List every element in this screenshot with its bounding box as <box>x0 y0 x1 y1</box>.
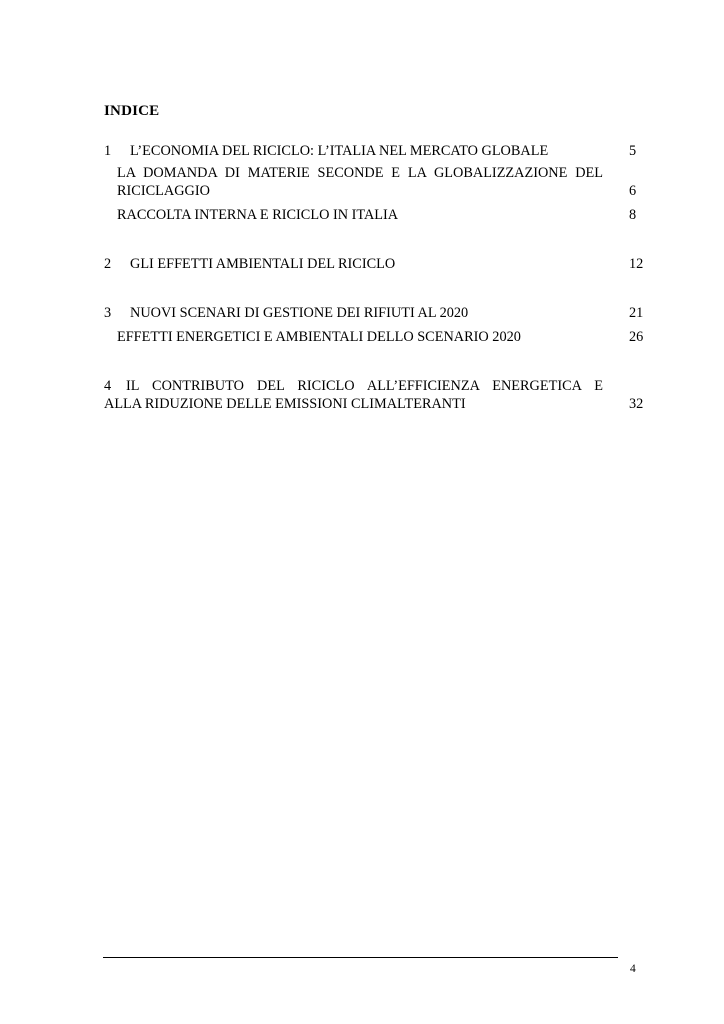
footer-page-number: 4 <box>630 963 636 975</box>
toc-entry <box>117 206 640 224</box>
toc-entry-text-line2: ALLA RIDUZIONE DELLE EMISSIONI CLIMALTERANTI <box>104 396 466 412</box>
toc-entry-text: EFFETTI ENERGETICI E AMBIENTALI DELLO SCENARIO 2020 <box>117 329 521 345</box>
toc-entry-page: 26 <box>629 329 644 345</box>
footer-rule <box>103 957 618 958</box>
toc-entry-text-line2: RICICLAGGIO <box>117 183 210 199</box>
toc-entry-text: L’ECONOMIA DEL RICICLO: L’ITALIA NEL MERCATO GLOBALE <box>130 143 549 159</box>
toc-entry-text-line1: IL CONTRIBUTO DEL RICICLO ALL’EFFICIENZA ENERGETICA E <box>126 378 603 394</box>
toc-entry <box>104 304 644 322</box>
toc-entry-text: GLI EFFETTI AMBIENTALI DEL RICICLO <box>130 256 396 272</box>
toc-entry-page: 12 <box>629 256 644 272</box>
toc-entry <box>104 142 640 160</box>
toc-entry-page: 6 <box>629 183 637 199</box>
toc-entry-page: 32 <box>629 396 644 412</box>
toc-entry-page: 21 <box>629 305 644 321</box>
toc-entry <box>117 328 644 346</box>
toc-entry-text-line1: LA DOMANDA DI MATERIE SECONDE E LA GLOBALIZZAZIONE DEL <box>117 165 603 181</box>
toc-entry-text: RACCOLTA INTERNA E RICICLO IN ITALIA <box>117 207 399 223</box>
toc-entry-page: 8 <box>629 207 637 223</box>
toc-entry-number: 3 <box>104 305 112 321</box>
toc-entry <box>117 164 640 200</box>
toc-entry-page: 5 <box>629 143 637 159</box>
toc-entry-number: 2 <box>104 256 112 272</box>
toc-title: INDICE <box>104 103 160 119</box>
toc-entry-number: 4 <box>104 378 112 394</box>
toc-entry-number: 1 <box>104 143 112 159</box>
toc-entry-text: NUOVI SCENARI DI GESTIONE DEI RIFIUTI AL 2020 <box>130 305 469 321</box>
toc-entry <box>104 255 644 273</box>
toc-entry <box>104 377 644 413</box>
